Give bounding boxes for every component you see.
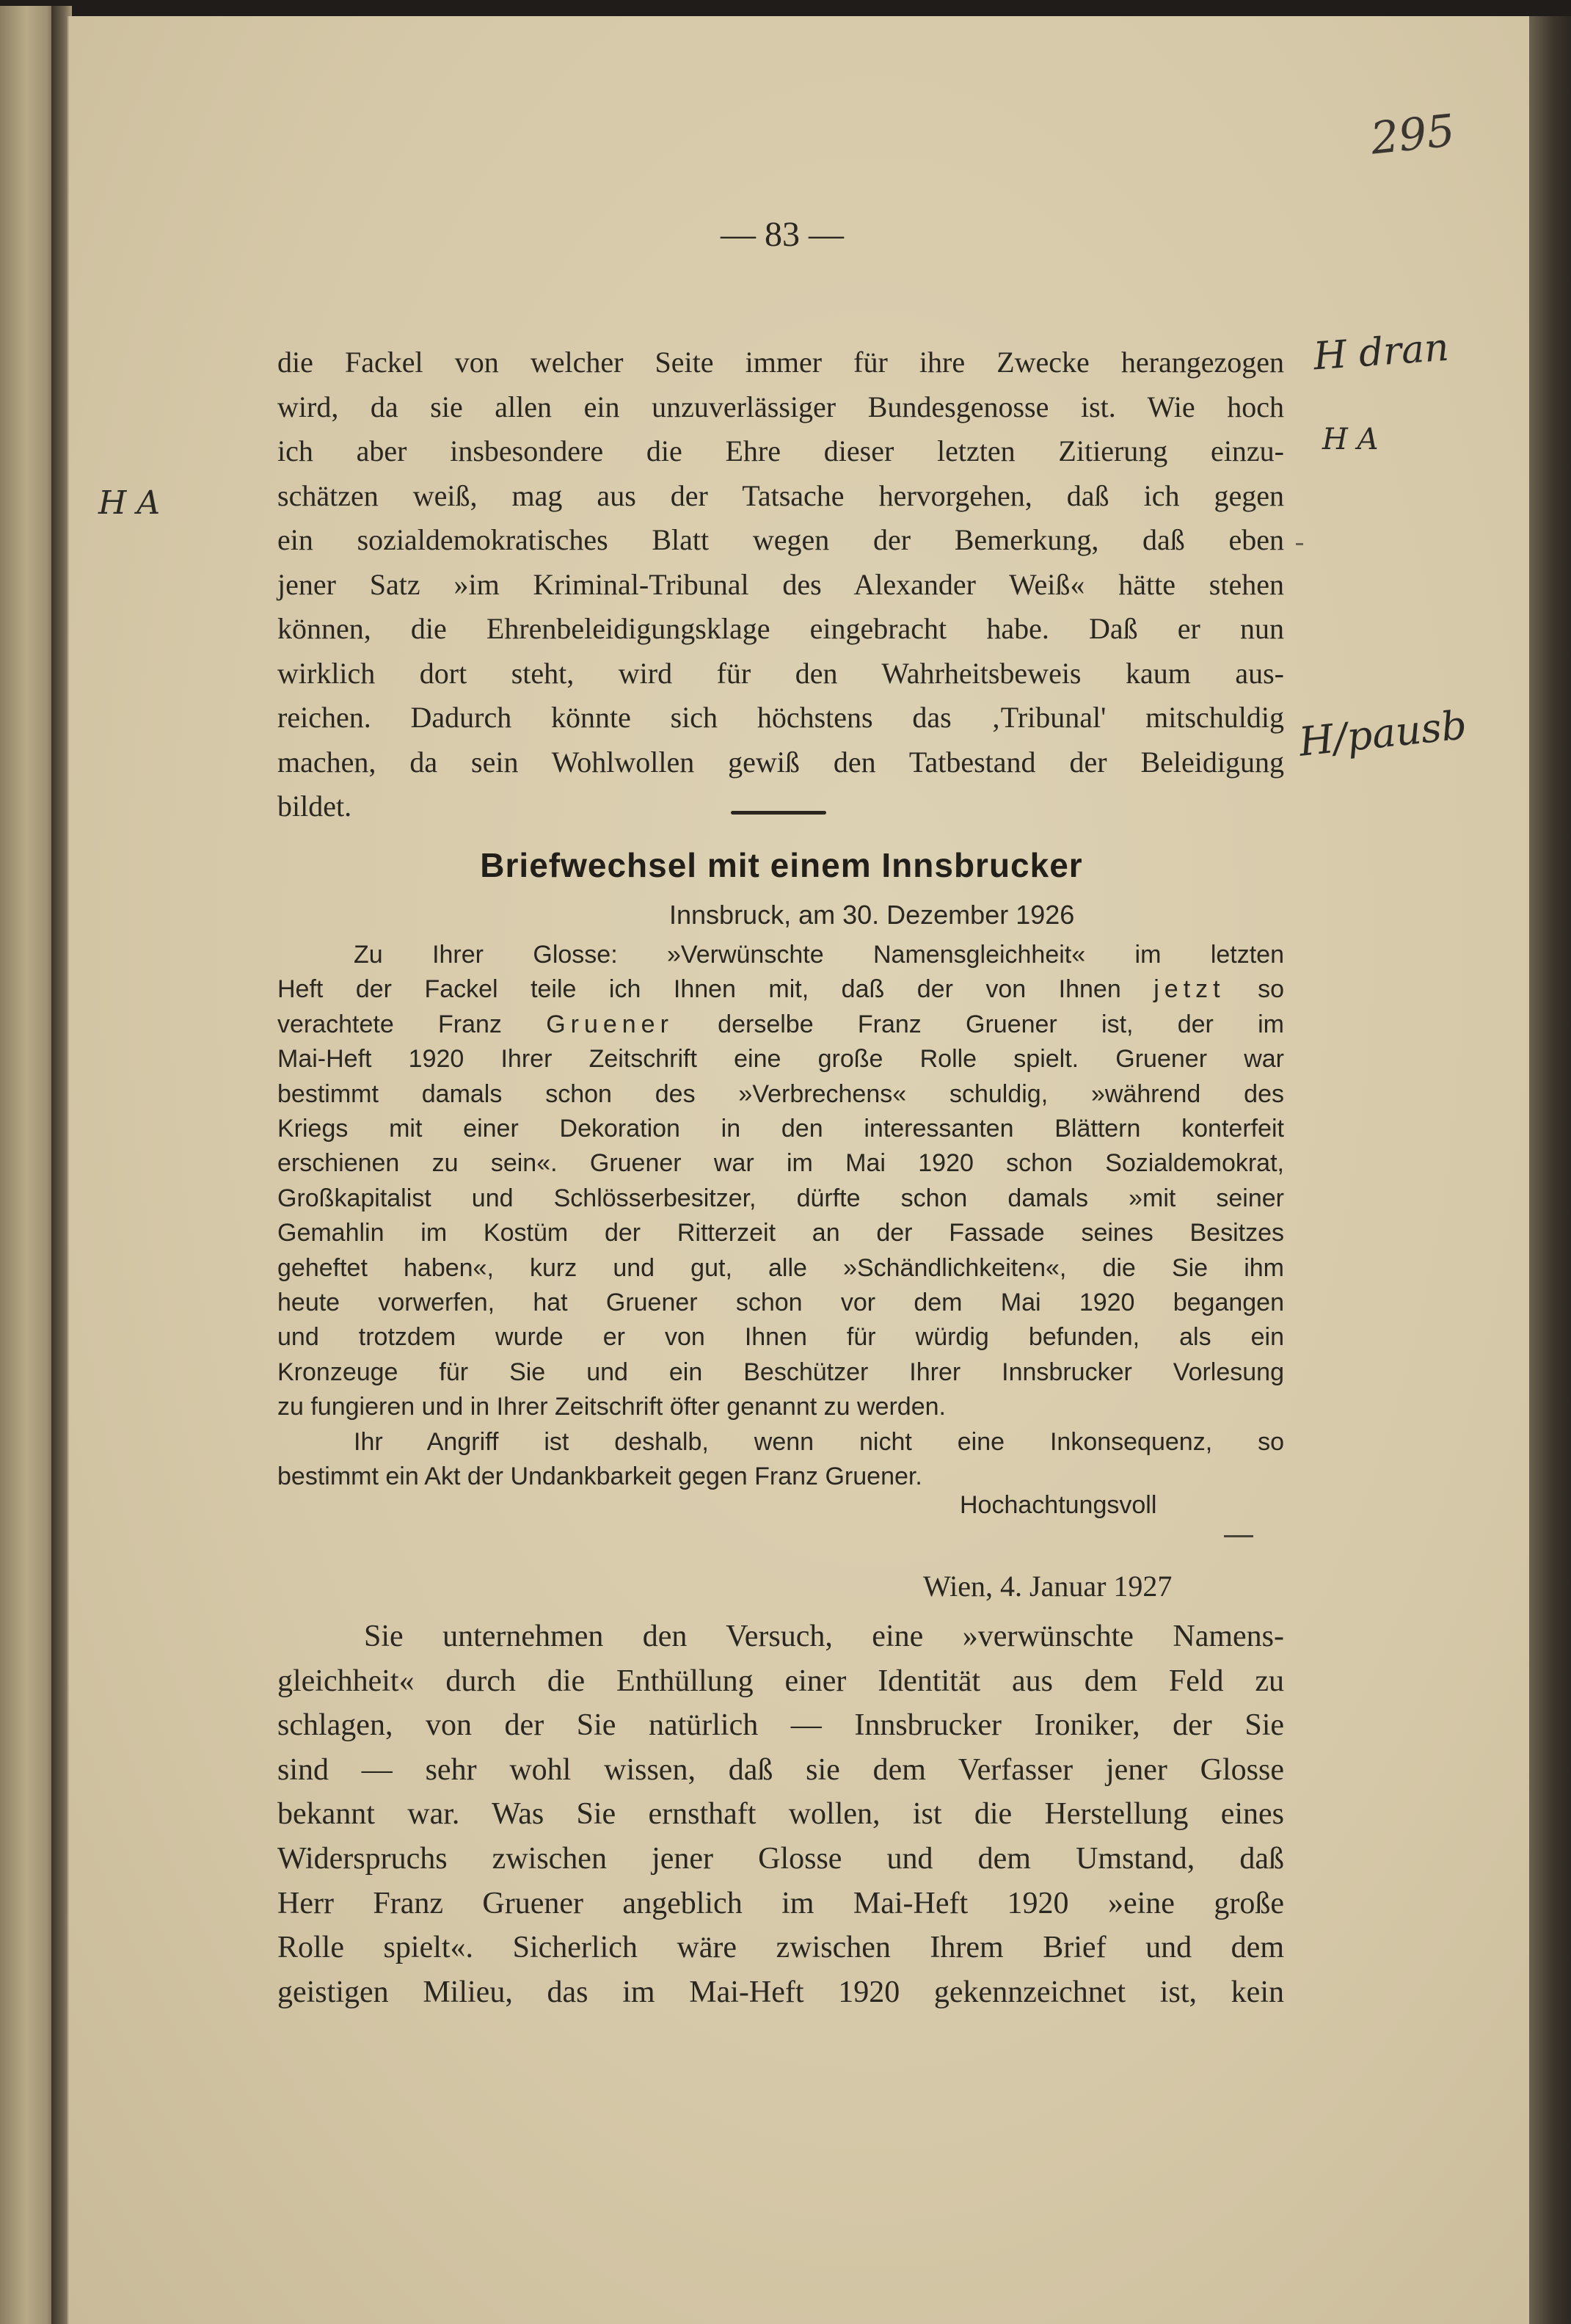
reply-line: Sie unternehmen den Versuch, eine »verwünschte Namens- [364, 1620, 1284, 1653]
letter-line-segment: geheftet haben«, kurz und gut, alle »Schändlichkeiten«, die Sie ihm [277, 1253, 1284, 1282]
margin-tick-mark [1296, 543, 1303, 545]
letter-closing: Hochachtungsvoll [960, 1491, 1157, 1519]
letter-line [277, 1112, 1284, 1146]
facing-page-edge [0, 6, 59, 2324]
letter-line-segment: Gemahlin im Kostüm der Ritterzeit an der Fassade seines Besitzes [277, 1219, 1284, 1247]
scan-top-border [0, 0, 1571, 18]
reply-line: schlagen, von der Sie natürlich — Innsbrucker Ironiker, der Sie [277, 1708, 1284, 1743]
letter-line-segment: Mai-Heft 1920 Ihrer Zeitschrift eine große Rolle spielt. Gruener war [277, 1045, 1284, 1074]
letter-line [277, 1216, 1284, 1250]
letter-line [277, 972, 1284, 1007]
reply-line: geistigen Milieu, das im Mai-Heft 1920 gekennzeichnet ist, kein [277, 1975, 1284, 2009]
paragraph-line: machen, da sein Wohlwollen gewiß den Tatbestand der Beleidigung [277, 745, 1284, 779]
letter-line-segment: zu fungieren und in Ihrer Zeitschrift öfter genannt zu werden. [277, 1393, 946, 1421]
letter-dateline: Innsbruck, am 30. Dezember 1926 [669, 900, 1075, 930]
letter-line-segment: Zu Ihrer Glosse: »Verwünschte Namensgleichheit« im letzten [354, 941, 1284, 969]
letter-line-emphasis: jetzt [1153, 975, 1225, 1004]
letter-body [277, 938, 1284, 1495]
margin-annotation-right-1: H dran [1312, 325, 1451, 379]
letter-line-segment: so [1225, 975, 1284, 1004]
paragraph-line: können, die Ehrenbeleidigungsklage eingebracht habe. Daß er nun [277, 612, 1284, 645]
letter-line [277, 1077, 1284, 1112]
letter-line-segment: bestimmt damals schon des »Verbrechens« schuldig, »während des [277, 1079, 1284, 1108]
letter-line [277, 938, 1284, 972]
letter-line-segment: Großkapitalist und Schlösserbesitzer, dürfte schon damals »mit seiner [277, 1184, 1284, 1212]
letter-line [277, 1008, 1284, 1042]
reply-line: Rolle spielt«. Sicherlich wäre zwischen Ihrem Brief und dem [277, 1931, 1284, 1965]
page-right-edge [1529, 16, 1571, 2324]
page-number: — 83 — [721, 215, 844, 254]
margin-annotation-left: H A [98, 484, 161, 522]
paragraph-line: jener Satz »im Kriminal-Tribunal des Alexander Weiß« hätte stehen [277, 567, 1284, 601]
letter-line-segment: bestimmt ein Akt der Undankbarkeit gegen Franz Gruener. [277, 1462, 922, 1491]
letter-line-segment: Ihr Angriff ist deshalb, wenn nicht eine Inkonsequenz, so [354, 1427, 1284, 1456]
paragraph-line: schätzen weiß, mag aus der Tatsache hervorgehen, daß ich gegen [277, 478, 1284, 512]
letter-line [277, 1390, 1284, 1424]
letter-line-segment: Heft der Fackel teile ich Ihnen mit, daß der von Ihnen [277, 975, 1154, 1004]
paragraph-line: wirklich dort steht, wird für den Wahrheitsbeweis kaum aus- [277, 656, 1284, 690]
letter-line-segment: Kriegs mit einer Dekoration in den interessanten Blättern konterfeit [277, 1115, 1284, 1143]
reply-body [277, 1614, 1284, 2014]
reply-line: gleichheit« durch die Enthüllung einer Identität aus dem Feld zu [277, 1664, 1284, 1698]
section-heading: Briefwechsel mit einem Innsbrucker [480, 846, 1083, 884]
letter-line [277, 1460, 1284, 1494]
reply-line: sind — sehr wohl wissen, daß sie dem Verfasser jener Glosse [277, 1752, 1284, 1787]
closing-dash [1224, 1535, 1253, 1537]
letter-line [277, 1181, 1284, 1216]
section-divider-rule [731, 811, 826, 815]
margin-annotation-right-2: H A [1322, 423, 1379, 456]
paragraph-line: reichen. Dadurch könnte sich höchstens das ‚Tribunal' mitschuldig [277, 701, 1284, 734]
margin-annotation-right-3: H/pausb [1297, 702, 1469, 765]
letter-line [277, 1146, 1284, 1181]
letter-line [277, 1286, 1284, 1320]
letter-line-segment: und trotzdem wurde er von Ihnen für würdig befunden, als ein [277, 1323, 1284, 1352]
letter-line-segment: verachtete Franz [277, 1010, 547, 1038]
letter-line [277, 1355, 1284, 1390]
paragraph-line: ein sozialdemokratisches Blatt wegen der Bemerkung, daß eben [277, 523, 1284, 556]
letter-line [277, 1251, 1284, 1286]
paragraph-line: bildet. [277, 790, 352, 823]
reply-dateline: Wien, 4. Januar 1927 [923, 1570, 1173, 1603]
letter-line-segment: derselbe Franz Gruener ist, der im [673, 1010, 1284, 1038]
letter-line [277, 1320, 1284, 1355]
letter-line [277, 1042, 1284, 1077]
paragraph-line: wird, da sie allen ein unzuverlässiger Bundesgenosse ist. Wie hoch [277, 390, 1284, 423]
letter-line-emphasis: Gruener [546, 1010, 674, 1038]
reply-line: bekannt war. Was Sie ernsthaft wollen, ist die Herstellung eines [277, 1797, 1284, 1832]
paragraph-line: die Fackel von welcher Seite immer für ihre Zwecke herangezogen [277, 346, 1284, 379]
letter-line [277, 1425, 1284, 1460]
paragraph-line: ich aber insbesondere die Ehre dieser letzten Zitierung einzu- [277, 434, 1284, 467]
letter-line-segment: Kronzeuge für Sie und ein Beschützer Ihrer Innsbrucker Vorlesung [277, 1358, 1284, 1386]
letter-line-segment: erschienen zu sein«. Gruener war im Mai 1920 schon Sozialdemokrat, [277, 1149, 1284, 1178]
opening-paragraph [277, 340, 1284, 829]
handwritten-folio-number: 295 [1368, 105, 1457, 165]
reply-line: Herr Franz Gruener angeblich im Mai-Heft 1920 »eine große [277, 1886, 1284, 1920]
letter-line-segment: heute vorwerfen, hat Gruener schon vor dem Mai 1920 begangen [277, 1289, 1284, 1317]
reply-line: Widerspruchs zwischen jener Glosse und dem Umstand, daß [277, 1841, 1284, 1876]
